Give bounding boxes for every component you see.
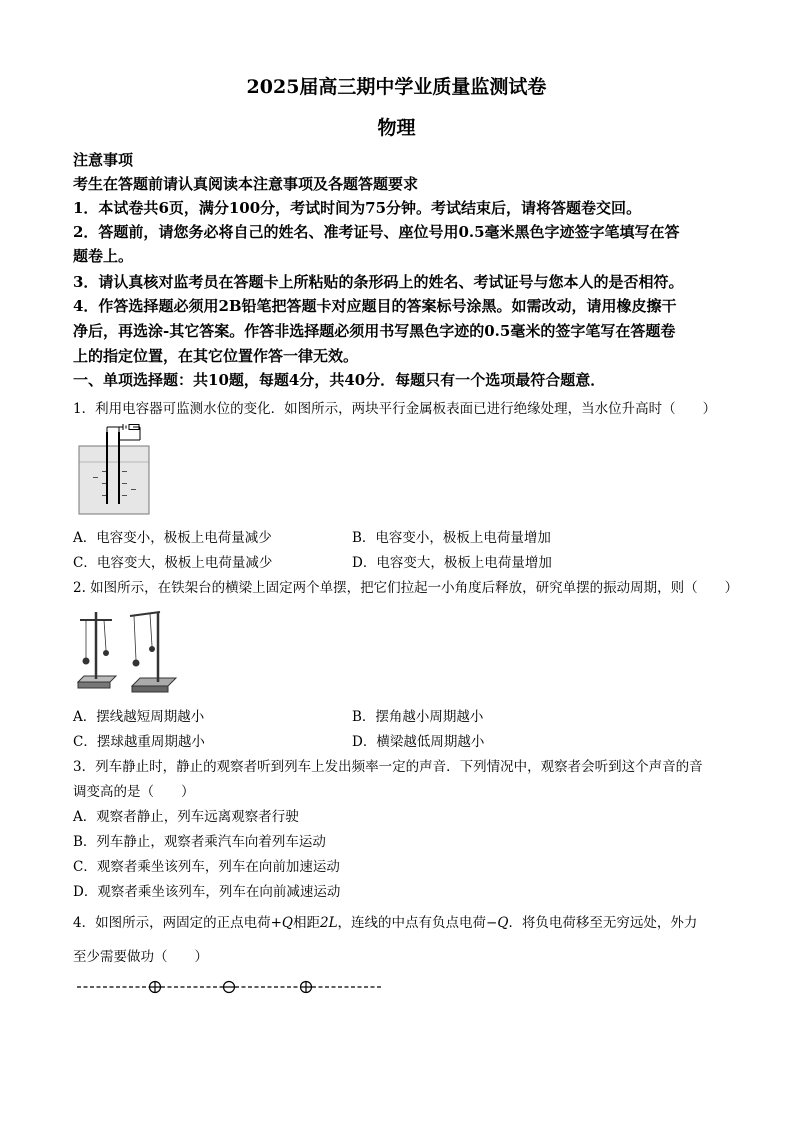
question-4-text-a: 4．如图所示，两固定的正点电荷 (73, 915, 271, 931)
question-3-stem-continued: 调变高的是（ ） (73, 784, 195, 800)
negative-charge-icon (224, 982, 235, 993)
notice-item: 上的指定位置，在其它位置作答一律无效。 (73, 347, 359, 365)
svg-text:−: − (101, 467, 108, 476)
question-1-option-c: C．电容变大，极板上电荷量减少 (73, 555, 273, 571)
question-2-stem: 2. 如图所示，在铁架台的横梁上固定两个单摆，把它们拉起一小角度后释放，研究单摆的振动周期，则（ ） (73, 580, 739, 596)
svg-text:−: − (101, 479, 108, 488)
question-4-stem (73, 911, 697, 931)
section-heading: 一、单项选择题：共10题，每题4分，共40分．每题只有一个选项最符合题意． (73, 371, 606, 389)
notice-subheading: 考生在答题前请认真阅读本注意事项及各题答题要求 (73, 175, 419, 193)
question-4-text-c: ，连线的中点有负点电荷 (337, 915, 487, 931)
question-4-stem-continued: 至少需要做功（ ） (73, 949, 208, 965)
svg-text:−: − (121, 479, 128, 488)
distance-symbol: 2L (319, 915, 338, 931)
exam-title: 2025届高三期中学业质量监测试卷 (246, 76, 547, 98)
question-1-option-b: B．电容变小，极板上电荷量增加 (352, 530, 551, 546)
positive-charge-symbol: +Q (270, 915, 293, 931)
notice-item: 净后，再选涂-其它答案。作答非选择题必须用书写黑色字迹的0.5毫米的签字笔写在答题卷 (73, 322, 676, 340)
svg-text:−: − (121, 467, 128, 476)
question-1-option-d: D．电容变大，极板上电荷量增加 (352, 555, 552, 571)
notice-item: 3．请认真核对监考员在答题卡上所粘贴的条形码上的姓名、考试证号与您本人的是否相符。 (73, 273, 684, 291)
question-3-option-b: B．列车静止，观察者乘汽车向着列车运动 (73, 834, 326, 850)
charge-line-figure (75, 979, 387, 995)
notice-heading: 注意事项 (73, 151, 134, 169)
capacitor-water-figure (78, 424, 150, 516)
notice-item: 1．本试卷共6页，满分100分，考试时间为75分钟。考试结束后，请将答题卷交回。 (73, 199, 642, 217)
svg-text:−: − (92, 473, 99, 482)
notice-item: 题卷上。 (73, 247, 134, 265)
question-3-option-c: C．观察者乘坐该列车，列车在向前加速运动 (73, 859, 340, 875)
question-2-option-d: D．横梁越低周期越小 (352, 734, 485, 750)
pendulum-stand-figure (76, 606, 192, 694)
question-1-stem: 1．利用电容器可监测水位的变化．如图所示，两块平行金属板表面已进行绝缘处理，当水位升高时（ ） (73, 401, 717, 417)
svg-text:−: − (121, 491, 128, 500)
question-4-text-b: 相距 (292, 915, 320, 931)
notice-item: 2．答题前，请您务必将自己的姓名、准考证号、座位号用0.5毫米黑色字迹签字笔填写在答 (73, 223, 680, 241)
subject-title: 物理 (377, 117, 416, 139)
svg-text:−: − (101, 491, 108, 500)
question-3-option-d: D．观察者乘坐该列车，列车在向前减速运动 (73, 884, 341, 900)
question-1-option-a: A．电容变小，极板上电荷量减少 (73, 530, 272, 546)
svg-text:−: − (130, 485, 137, 494)
positive-charge-left-icon (150, 982, 161, 993)
notice-item: 4．作答选择题必须用2B铅笔把答题卡对应题目的答案标号涂黑。如需改动，请用橡皮擦干 (73, 297, 677, 315)
question-2-option-c: C．摆球越重周期越小 (73, 734, 205, 750)
question-4-text-d: ．将负电荷移至无穷远处，外力 (508, 915, 698, 931)
positive-charge-right-icon (301, 982, 312, 993)
question-3-option-a: A．观察者静止，列车远离观察者行驶 (73, 809, 299, 825)
question-2-option-b: B．摆角越小周期越小 (352, 709, 484, 725)
negative-charge-symbol: −Q (486, 915, 509, 931)
question-2-option-a: A．摆线越短周期越小 (73, 709, 205, 725)
question-3-stem: 3．列车静止时，静止的观察者听到列车上发出频率一定的声音．下列情况中，观察者会听到这个声音的音 (73, 759, 703, 775)
